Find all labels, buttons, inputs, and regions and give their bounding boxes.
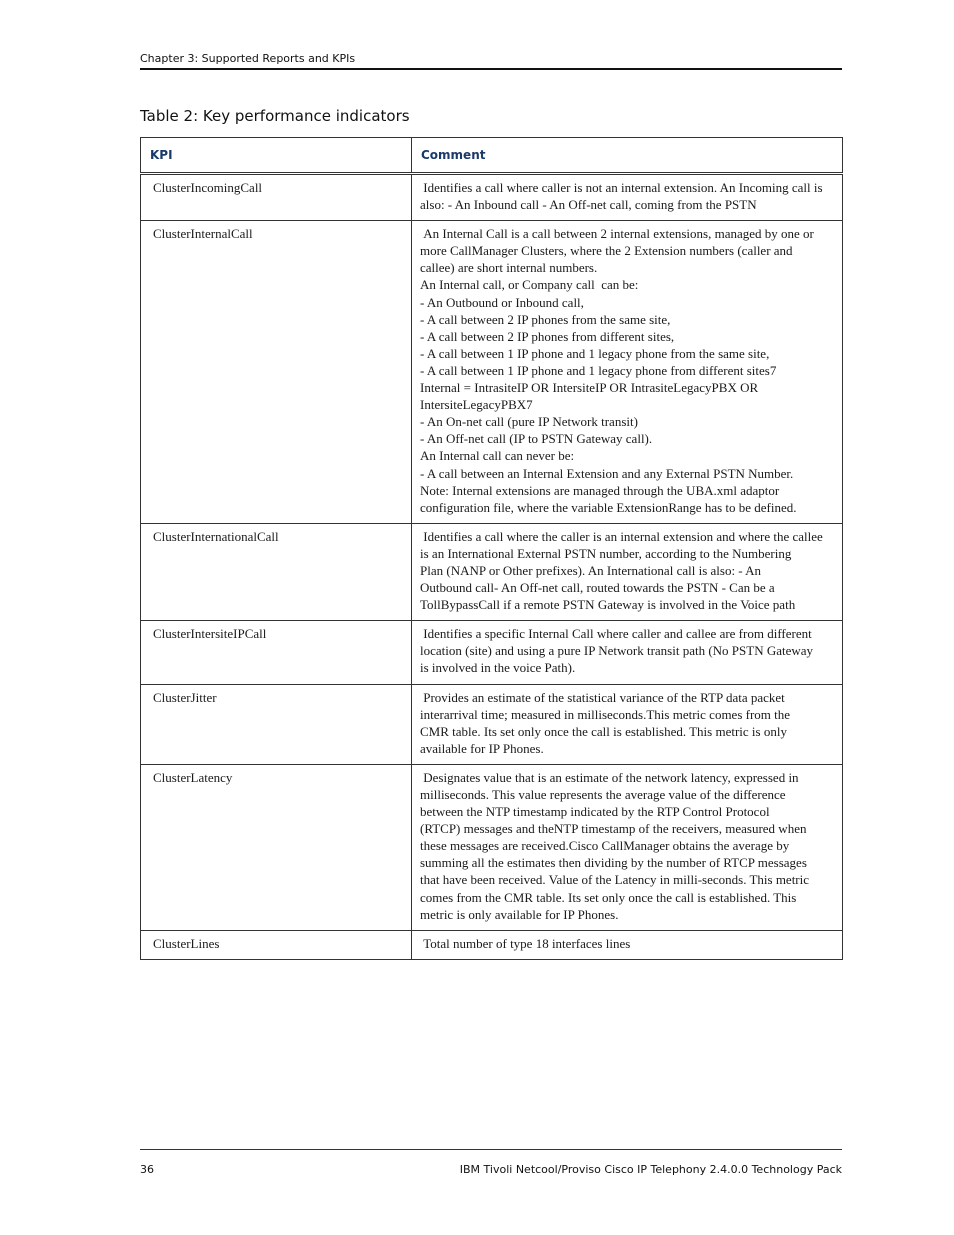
comment-line: these messages are received.Cisco CallManager obtains the average by	[420, 838, 790, 854]
comment-line: is involved in the voice Path).	[420, 660, 576, 676]
table-body	[141, 174, 843, 960]
comment-line: more CallManager Clusters, where the 2 Extension numbers (caller and	[420, 243, 793, 259]
table-title: Table 2: Key performance indicators	[140, 107, 410, 125]
comment-line: - A call between 1 IP phone and 1 legacy phone from the same site,	[420, 345, 770, 361]
table-row	[141, 621, 843, 684]
footer-doc-title: IBM Tivoli Netcool/Proviso Cisco IP Telephony 2.4.0.0 Technology Pack	[459, 1163, 842, 1176]
table-header-row	[141, 138, 843, 174]
comment-line: Outbound call- An Off-net call, routed towards the PSTN - Can be a	[420, 580, 775, 596]
kpi-name-cell: ClusterLatency	[141, 764, 412, 930]
comment-line: IntersiteLegacyPBX7	[420, 397, 533, 413]
table-row	[141, 930, 843, 959]
comment-line: Designates value that is an estimate of the network latency, expressed in	[420, 769, 799, 785]
comment-line: - An Outbound or Inbound call,	[420, 294, 584, 310]
comment-line: - A call between an Internal Extension and any External PSTN Number.	[420, 465, 794, 481]
comment-line: An Internal call can never be:	[420, 448, 575, 464]
comment-line: callee) are short internal numbers.	[420, 260, 598, 276]
kpi-table	[140, 137, 843, 960]
comment-line: comes from the CMR table. Its set only once the call is established. This	[420, 889, 797, 905]
comment-line: Plan (NANP or Other prefixes). An International call is also: - An	[420, 562, 762, 578]
page-number: 36	[140, 1163, 154, 1176]
comment-line: Provides an estimate of the statistical variance of the RTP data packet	[420, 689, 785, 705]
comment-line: TollBypassCall if a remote PSTN Gateway is involved in the Voice path	[420, 597, 796, 613]
kpi-name-cell: ClusterInternalCall	[141, 221, 412, 524]
kpi-name-cell: ClusterIncomingCall	[141, 174, 412, 221]
comment-line: - An Off-net call (IP to PSTN Gateway call).	[420, 431, 653, 447]
comment-line: milliseconds. This value represents the average value of the difference	[420, 787, 786, 802]
comment-line: CMR table. Its set only once the call is established. This metric is only	[420, 723, 787, 739]
comment-line: between the NTP timestamp indicated by the RTP Control Protocol	[420, 804, 770, 820]
comment-line: is an International External PSTN number, according to the Numbering	[420, 545, 792, 561]
kpi-comment-cell	[412, 684, 843, 764]
comment-line: An Internal call, or Company call can be:	[420, 277, 639, 293]
comment-line: configuration file, where the variable ExtensionRange has to be defined.	[420, 499, 797, 515]
kpi-comment-cell	[412, 764, 843, 930]
table-row	[141, 684, 843, 764]
table-row	[141, 523, 843, 620]
running-header: Chapter 3: Supported Reports and KPIs	[140, 52, 842, 70]
comment-line: - An On-net call (pure IP Network transit)	[420, 414, 638, 430]
comment-line: interarrival time; measured in milliseconds.This metric comes from the	[420, 706, 791, 722]
comment-line: Total number of type 18 interfaces lines	[420, 935, 631, 951]
kpi-comment-cell	[412, 523, 843, 620]
column-header-kpi: KPI	[141, 138, 412, 174]
comment-line: also: - An Inbound call - An Off-net call, coming from the PSTN	[420, 197, 757, 213]
comment-line: Internal = IntrasiteIP OR IntersiteIP OR IntrasiteLegacyPBX OR	[420, 380, 759, 396]
kpi-comment-cell	[412, 174, 843, 221]
kpi-name-cell: ClusterJitter	[141, 684, 412, 764]
kpi-name-cell: ClusterIntersiteIPCall	[141, 621, 412, 684]
comment-line: - A call between 2 IP phones from different sites,	[420, 328, 675, 344]
footer-divider	[140, 1149, 842, 1150]
comment-line: that have been received. Value of the Latency in milli-seconds. This metric	[420, 872, 810, 888]
comment-line: available for IP Phones.	[420, 740, 544, 756]
kpi-comment-cell	[412, 621, 843, 684]
table-row	[141, 221, 843, 524]
table-row	[141, 174, 843, 221]
comment-line: - A call between 2 IP phones from the same site,	[420, 311, 671, 327]
kpi-comment-cell	[412, 221, 843, 524]
comment-line: Identifies a specific Internal Call where caller and callee are from different	[420, 626, 812, 642]
comment-line: summing all the estimates then dividing by the number of RTCP messages	[420, 855, 807, 871]
kpi-name-cell: ClusterInternationalCall	[141, 523, 412, 620]
table-row	[141, 764, 843, 930]
comment-line: metric is only available for IP Phones.	[420, 906, 619, 922]
comment-line: Identifies a call where the caller is an internal extension and where the callee	[420, 528, 823, 544]
kpi-comment-cell	[412, 930, 843, 959]
comment-line: (RTCP) messages and theNTP timestamp of the receivers, measured when	[420, 821, 807, 837]
comment-line: location (site) and using a pure IP Network transit path (No PSTN Gateway	[420, 643, 814, 659]
comment-line: Identifies a call where caller is not an internal extension. An Incoming call is	[420, 180, 823, 195]
kpi-name-cell: ClusterLines	[141, 930, 412, 959]
comment-line: An Internal Call is a call between 2 internal extensions, managed by one or	[420, 226, 814, 242]
column-header-comment: Comment	[412, 138, 843, 174]
comment-line: Note: Internal extensions are managed through the UBA.xml adaptor	[420, 482, 780, 498]
comment-line: - A call between 1 IP phone and 1 legacy phone from different sites7	[420, 362, 777, 378]
